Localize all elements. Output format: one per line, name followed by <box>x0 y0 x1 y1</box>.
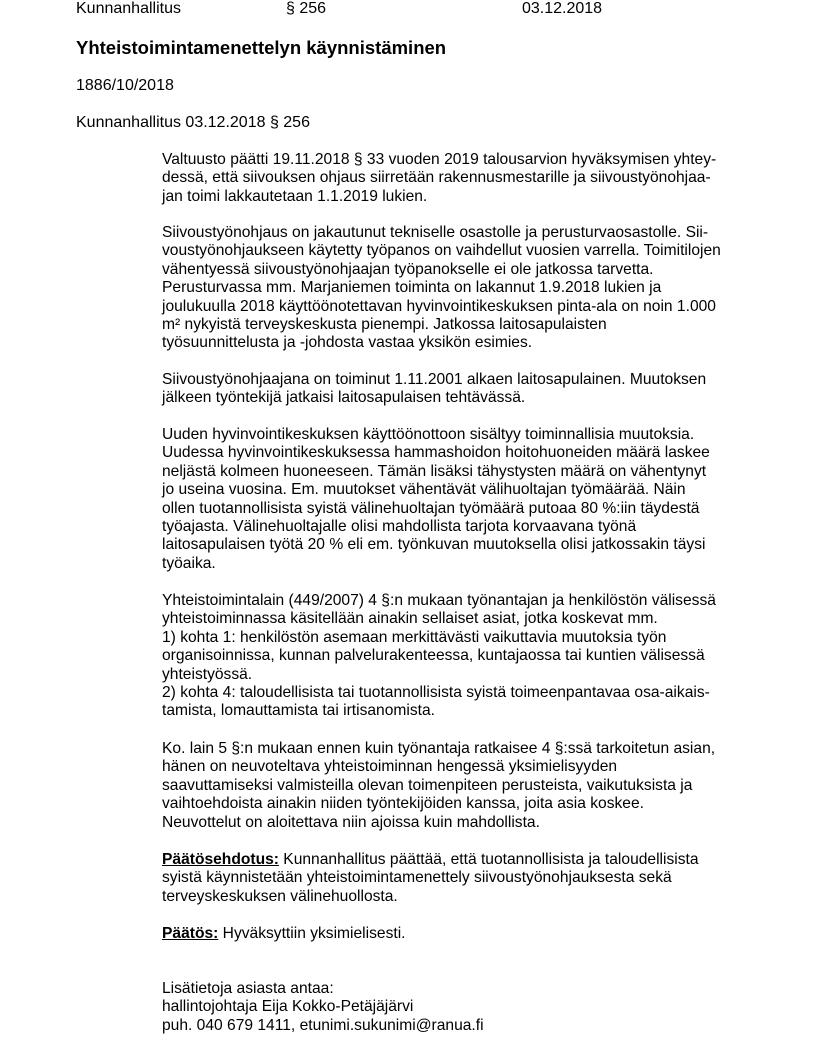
contact-phone-email: puh. 040 679 1411, etunimi.sukunimi@ranua.fi <box>162 1016 484 1034</box>
text-line: jo useina vuosina. Em. muutokset vähentävät välihuoltajan työmäärää. Näin <box>162 481 686 499</box>
text-line: jan toimi lakkautetaan 1.1.2019 lukien. <box>162 187 428 205</box>
text-line: yhteistoiminnassa käsitellään ainakin sellaiset asiat, jotka koskevat mm. <box>162 610 658 628</box>
text-line: jälkeen työntekijä jatkaisi laitosapulaisen tehtävässä. <box>162 389 526 407</box>
text-line: Uuden hyvinvointikeskuksen käyttöönottoon sisältyy toiminnallisia muutoksia. <box>162 426 695 443</box>
text-line: Perusturvassa mm. Marjaniemen toiminta on lakannut 1.9.2018 lukien ja <box>162 279 662 297</box>
contact-info <box>162 980 762 1035</box>
decision-proposal <box>162 851 762 906</box>
text-line: tamista, lomauttamista tai irtisanomista. <box>162 702 435 720</box>
paragraph-council-decision <box>162 151 762 206</box>
page-title: Yhteistoimintamenettelyn käynnistäminen <box>76 37 447 58</box>
text-line: Siivoustyönohjaajana on toiminut 1.11.2001 alkaen laitosapulainen. Muutoksen <box>162 371 707 388</box>
text-line: neljästä kolmeen huoneeseen. Tämän lisäksi tähystysten määrä on vähentynyt <box>162 462 707 480</box>
text-line: Ko. lain 5 §:n mukaan ennen kuin työnantaja ratkaisee 4 §:ssä tarkoitetun asian, <box>162 740 716 757</box>
text-line: ollen tuotannollisista syistä välinehuoltajan työmäärä putoaa 80 %:iin täydestä <box>162 499 700 517</box>
text-line: työaika. <box>162 554 216 572</box>
case-number: 1886/10/2018 <box>76 77 174 94</box>
meeting-reference: Kunnanhallitus 03.12.2018 § 256 <box>76 114 310 131</box>
paragraph-cleaning-supervision <box>162 224 762 353</box>
text-line: terveyskeskuksen välinehuollosta. <box>162 887 398 905</box>
text-line: laitosapulaisen työtä 20 % eli em. työnkuvan muutoksella olisi jatkossakin täysi <box>162 536 706 554</box>
text-line: Siivoustyönohjaus on jakautunut tekniselle osastolle ja perusturvaosastolle. Sii- <box>162 224 709 241</box>
paragraph-wellbeing-center <box>162 426 762 573</box>
text-line: organisoinnissa, kunnan palvelurakenteessa, kuntajaossa tai kuntien välisessä <box>162 647 705 665</box>
paragraph-cooperation-act <box>162 592 762 721</box>
text-line: Valtuusto päätti 19.11.2018 § 33 vuoden 2019 talousarvion hyväksymisen yhtey- <box>162 151 717 168</box>
text-line: saavuttamiseksi valmisteilla olevan toimenpiteen perusteista, vaikutuksista ja <box>162 776 693 794</box>
header-date: 03.12.2018 <box>522 0 603 17</box>
text-line: Yhteistoimintalain (449/2007) 4 §:n mukaan työnantajan ja henkilöstön välisessä <box>162 592 716 609</box>
decision <box>162 925 762 943</box>
text-line: syistä käynnistetään yhteistoimintamenettely siivoustyönohjauksesta sekä <box>162 869 672 887</box>
text-line: 2) kohta 4: taloudellisista tai tuotannollisista syistä toimeenpantavaa osa-aikais- <box>162 684 710 702</box>
paragraph-employee <box>162 371 762 408</box>
paragraph-negotiation <box>162 740 762 832</box>
contact-heading: Lisätietoja asiasta antaa: <box>162 980 334 997</box>
text-line: 1) kohta 1: henkilöstön asemaan merkittävästi vaikuttavia muutoksia työn <box>162 628 667 646</box>
text-line: dessä, että siivouksen ohjaus siirretään rakennusmestarille ja siivoustyönohjaa- <box>162 169 711 187</box>
text-line: työajasta. Välinehuoltajalle olisi mahdollista tarjota korvaavana työnä <box>162 518 637 536</box>
text-line: Neuvottelut on aloitettava niin ajoissa kuin mahdollista. <box>162 813 540 831</box>
text-line: voustyönohjaukseen käytetty työpanos on vaihdellut vuosien varrella. Toimitilojen <box>162 242 721 260</box>
text-line: joulukuulla 2018 käyttöönotettavan hyvinvointikeskuksen pinta-ala on noin 1.000 <box>162 297 716 315</box>
text-line: vaihtoehdoista ainakin niiden työntekijöiden kanssa, joita asia koskee. <box>162 795 644 813</box>
header-body: Kunnanhallitus <box>76 0 181 17</box>
text-line: hänen on neuvoteltava yhteistoiminnan hengessä yksimielisyyden <box>162 758 618 776</box>
text-line: yhteistyössä. <box>162 665 253 683</box>
proposal-text: Kunnanhallitus päättää, että tuotannollisista ja taloudellisista <box>278 851 699 868</box>
text-line: vähentyessä siivoustyönohjaajan työpanokselle ei ole jatkossa tarvetta. <box>162 260 654 278</box>
header-section: § 256 <box>286 0 327 17</box>
decision-text: Hyväksyttiin yksimielisesti. <box>218 925 406 942</box>
contact-person: hallintojohtaja Eija Kokko-Petäjäjärvi <box>162 998 414 1016</box>
proposal-label: Päätösehdotus: <box>162 851 279 868</box>
text-line: m² nykyistä terveyskeskusta pienempi. Jatkossa laitosapulaisten <box>162 316 607 334</box>
text-line <box>162 851 762 869</box>
decision-label: Päätös: <box>162 925 219 942</box>
text-line <box>162 925 762 943</box>
text-line: työsuunnittelusta ja -johdosta vastaa yksikön esimies. <box>162 334 533 352</box>
text-line: Uudessa hyvinvointikeskuksessa hammashoidon hoitohuoneiden määrä laskee <box>162 444 710 462</box>
